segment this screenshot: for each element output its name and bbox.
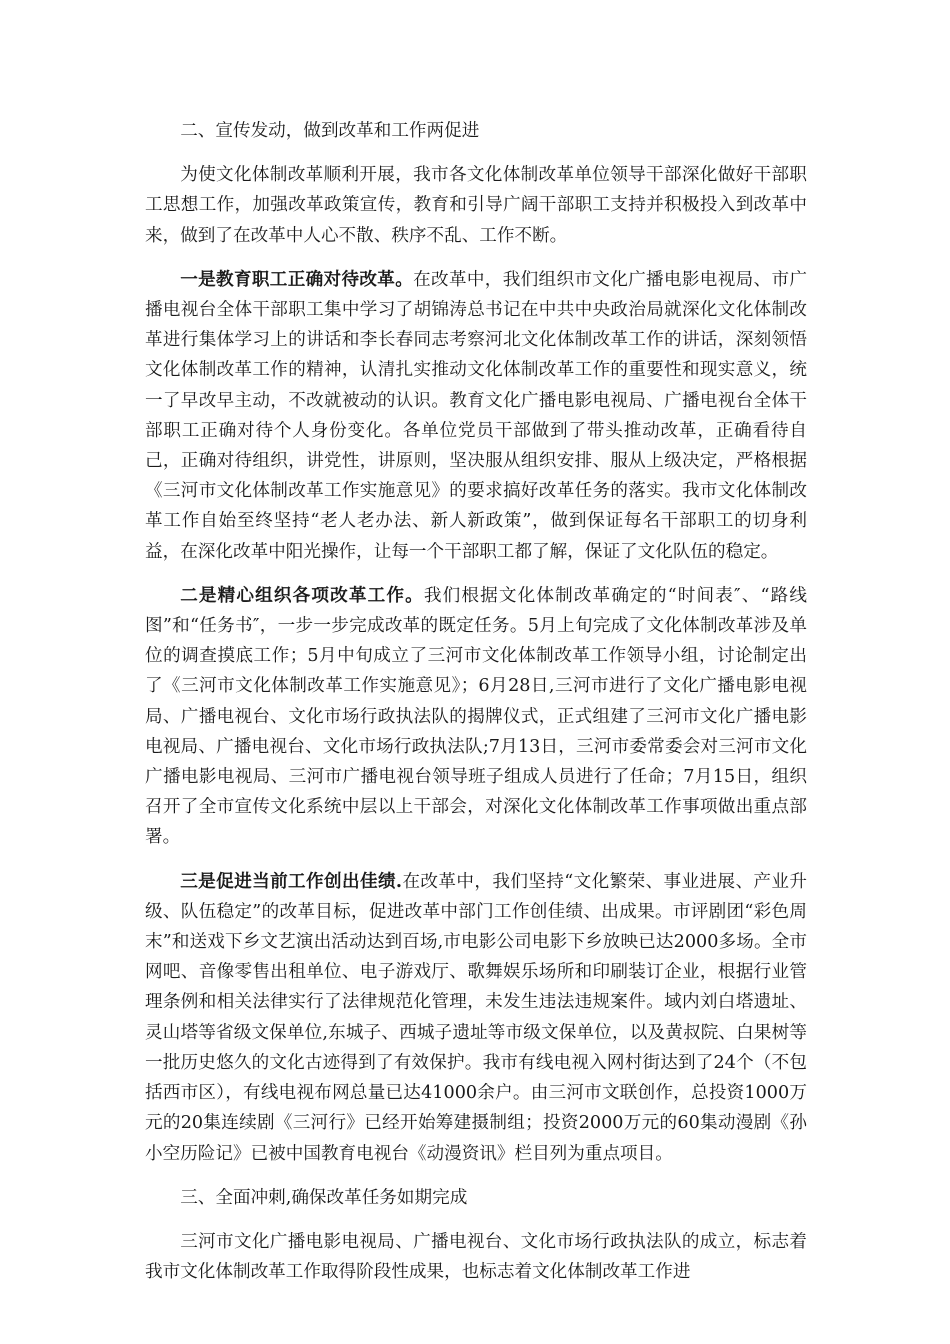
document-page [145, 116, 807, 1301]
point-2-body: 我们根据文化体制改革确定的“时间表″、“路线图”和“任务书″，一步一步完成改革的既定任务。5月上旬完成了文化体制改革涉及单位的调查摸底工作；5月中旬成立了三河市文化体制改革工作领导小组，讨论制定出了《三河市文化体制改革工作实施意见》；6月28日,三河市进行了文化广播电影电视局、广播电视台、文化市场行政执法队的揭牌仪式，正式组建了三河市文化广播电影电视局、广播电视台、文化市场行政执法队;7月13日，三河市委常委会对三河市文化广播电影电视局、三河市广播电视台领导班子组成人员进行了任命；7月15日，组织召开了全市宣传文化系统中层以上干部会，对深化文化体制改革工作事项做出重点部署。 [145, 585, 807, 848]
point-2-paragraph [145, 581, 807, 853]
section-heading-3: 三、全面冲刺,确保改革任务如期完成 [180, 1187, 468, 1208]
point-1-lead: 一是教育职工正确对待改革。 [180, 268, 414, 290]
point-3-body: 在改革中，我们坚持“文化繁荣、事业进展、产业升级、队伍稳定”的改革目标，促进改革中部门工作创佳绩、出成果。市评剧团“彩色周末”和送戏下乡文艺演出活动达到百场,市电影公司电影下乡放映已达2000多场。全市网吧、音像零售出租单位、电子游戏厅、歌舞娱乐场所和印刷装订企业，根据行业管理条例和相关法律实行了法律规范化管理，未发生违法违规案件。域内刘白塔遗址、灵山塔等省级文保单位,东城子、西城子遗址等市级文保单位，以及黄叔院、白果树等一批历史悠久的文化古迹得到了有效保护。我市有线电视入网村街达到了24个（不包括西市区），有线电视布网总量已达41000余户。由三河市文联创作，总投资1000万元的20集连续剧《三河行》已经开始筹建摄制组；投资2000万元的60集动漫剧《孙小空历险记》已被中国教育电视台《动漫资讯》栏目列为重点项目。 [145, 871, 807, 1164]
intro-paragraph: 为使文化体制改革顺利开展，我市各文化体制改革单位领导干部深化做好干部职工思想工作，加强改革政策宣传，教育和引导广阔干部职工支持并积极投入到改革中来，做到了在改革中人心不散、秩序不乱、工作不断。 [145, 165, 807, 246]
point-2-lead: 二是精心组织各项改革工作。 [180, 584, 424, 606]
point-3-paragraph [145, 867, 807, 1169]
point-1-body: 在改革中，我们组织市文化广播电影电视局、市广播电视台全体干部职工集中学习了胡锦涛总书记在中共中央政治局就深化文化体制改革进行集体学习上的讲话和李长春同志考察河北文化体制改革工作的讲话，深刻领悟文化体制改革工作的精神，认清扎实推动文化体制改革工作的重要性和现实意义，统一了早改早主动，不改就被动的认识。教育文化广播电影电视局、广播电视台全体干部职工正确对待个人身份变化。各单位党员干部做到了带头推动改革，正确看待自己，正确对待组织，讲党性，讲原则，坚决服从组织安排、服从上级决定，严格根据《三河市文化体制改革工作实施意见》的要求搞好改革任务的落实。我市文化体制改革工作自始至终坚持“老人老办法、新人新政策”，做到保证每名干部职工的切身利益，在深化改革中阳光操作，让每一个干部职工都了解，保证了文化队伍的稳定。 [145, 269, 807, 562]
point-3-lead: 三是促进当前工作创出佳绩. [180, 870, 403, 892]
point-1-paragraph [145, 265, 807, 567]
final-paragraph: 三河市文化广播电影电视局、广播电视台、文化市场行政执法队的成立，标志着我市文化体制改革工作取得阶段性成果，也标志着文化体制改革工作进 [145, 1231, 807, 1283]
section-heading-2: 二、宣传发动，做到改革和工作两促进 [180, 121, 480, 141]
